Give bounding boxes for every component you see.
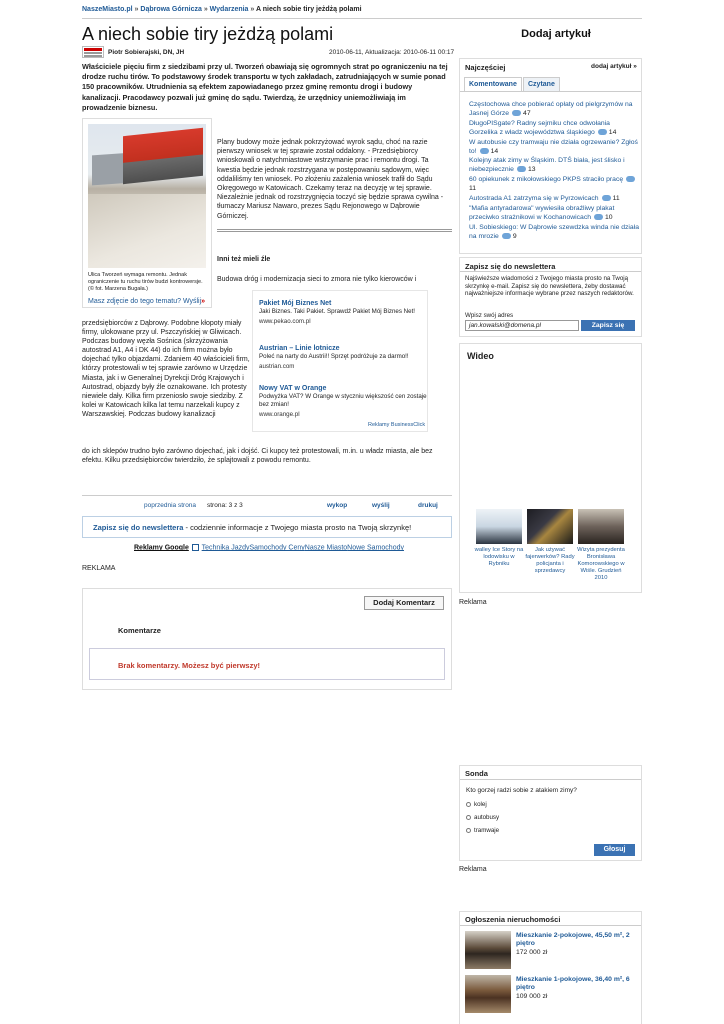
radio-icon[interactable] <box>466 802 471 807</box>
breadcrumb-separator: » <box>250 6 255 13</box>
ad-title[interactable]: Pakiet Mój Biznes Net <box>259 300 332 307</box>
popular-title: Najczęściej <box>465 63 506 72</box>
article-author: Piotr Sobierajski, DN, JH <box>108 49 185 56</box>
ad-item[interactable] <box>259 345 427 371</box>
prev-page-link[interactable]: poprzednia strona <box>144 502 197 509</box>
ad-text: Podwyżka VAT? W Orange w styczniu większość cen zostaje bez zmian! <box>259 393 427 408</box>
breadcrumb-current: A niech sobie tiry jeżdżą polami <box>256 6 362 13</box>
send-photo-link[interactable] <box>88 298 205 305</box>
listing-photo[interactable] <box>465 975 511 1013</box>
popular-item-link[interactable]: DługoPISgate? Radny sejmiku chce odwołania Gorzelika z władz województwa śląskiego <box>469 120 610 136</box>
divider <box>217 229 452 232</box>
poll-option-label: autobusy <box>474 814 500 821</box>
poll-question: Kto gorzej radzi sobie z atakiem zimy? <box>466 787 577 794</box>
ad-url[interactable]: www.orange.pl <box>259 411 300 418</box>
print-link[interactable]: drukuj <box>418 502 438 509</box>
comment-icon <box>517 166 526 172</box>
external-link-icon <box>192 544 199 551</box>
comment-count: 14 <box>608 128 617 136</box>
ad-title[interactable]: Nowy VAT w Orange <box>259 385 327 392</box>
comment-count: 11 <box>469 184 477 192</box>
ad-label: REKLAMA <box>82 565 116 572</box>
newsletter-desc: Najświeższe wiadomości z Twojego miasta prosto na Twoją skrzynkę e-mail. Zapisz się do newslettera, żeby dostawać najważniejsze informacje wybrane przez naszych redaktorów. <box>465 275 634 297</box>
video-caption[interactable]: walley Ice Story na lodowisku w Rybniku <box>474 547 524 567</box>
poll-option[interactable] <box>466 827 499 834</box>
ad-label: Reklama <box>459 599 487 606</box>
comment-count: 11 <box>612 195 620 202</box>
comment-count: 47 <box>523 109 531 117</box>
page-title: A niech sobie tiry jeżdżą polami <box>82 24 334 44</box>
popular-item-link[interactable]: W autobusie czy tramwaju nie działa ogrzewanie? Zgłoś to! <box>469 139 638 155</box>
google-ad-link[interactable]: Nowe Samochody <box>347 544 404 552</box>
breadcrumb <box>82 6 362 13</box>
comments-title: Komentarze <box>118 626 161 635</box>
breadcrumb-city[interactable]: Dąbrowa Górnicza <box>140 6 202 13</box>
radio-icon[interactable] <box>466 828 471 833</box>
article-paragraph: do ich sklepów trudno było zarówno dojechać, jak i dojść. Ci kupcy też protestowali, m.in. u władz miasta, ale bez efektu. Kilku przedsiębiorców twierdziło, że splajtowali z powodu remontu. <box>82 448 433 465</box>
popular-item[interactable] <box>469 101 639 118</box>
divider <box>82 18 642 19</box>
popular-item[interactable] <box>469 195 639 204</box>
ad-source-link[interactable]: Reklamy BusinessClick <box>368 422 426 428</box>
popular-item-link[interactable]: 60 opiekunek z mikołowskiego PKPS straciło pracę <box>469 176 624 183</box>
popular-item[interactable] <box>469 224 639 241</box>
source-logo <box>82 46 104 58</box>
comment-icon <box>598 129 607 135</box>
article-paragraph: Budowa dróg i modernizacja sieci to zmora nie tylko kierowców i <box>217 276 417 283</box>
article-photo[interactable] <box>88 124 206 268</box>
google-ad-link[interactable]: Technika Jazdy <box>201 544 250 552</box>
divider <box>460 779 641 780</box>
article-dates: 2010-06-11, Aktualizacja: 2010-06-11 00:17 <box>329 49 455 56</box>
radio-icon[interactable] <box>466 815 471 820</box>
add-article-button[interactable]: Dodaj artykuł <box>521 28 591 40</box>
listing-photo[interactable] <box>465 931 511 969</box>
popular-item-link[interactable]: Kolejny atak zimy w Śląskim. DTŚ biała, jest ślisko i niebezpiecznie <box>469 157 625 173</box>
newsletter-submit-button[interactable]: Zapisz się <box>581 320 635 331</box>
poll-option-label: kolej <box>474 801 487 808</box>
video-caption[interactable]: Wizyta prezydenta Bronisława Komorowskiego w Wiśle. Grudzień 2010 <box>577 547 625 581</box>
ad-label: Reklama <box>459 866 487 873</box>
vote-button[interactable]: Głosuj <box>594 844 635 856</box>
popular-item[interactable] <box>469 176 639 193</box>
comment-icon <box>502 233 511 239</box>
newsletter-signup-link[interactable]: Zapisz się do newslettera <box>93 523 184 532</box>
newsletter-banner-desc: - codziennie informacje z Twojego miasta prosto na Twoją skrzynkę! <box>183 523 412 532</box>
newsletter-banner-text <box>93 523 411 532</box>
send-link[interactable]: wyślij <box>372 502 390 509</box>
ad-text: Jaki Biznes. Taki Pakiet. Sprawdź Pakiet Mój Biznes Net! <box>259 308 416 315</box>
popular-item-link[interactable]: Autostrada A1 zatrzyma się w Pyrzowicach <box>469 195 599 202</box>
add-comment-button[interactable]: Dodaj Komentarz <box>364 596 444 610</box>
comment-icon <box>480 148 489 154</box>
comment-count: 10 <box>605 213 613 221</box>
google-ads-label[interactable]: Reklamy Google <box>134 544 189 552</box>
ad-text: Poleć na narty do Austrii!! Sprzęt podróżuje za darmo!! <box>259 353 409 360</box>
newsletter-title: Zapisz się do newslettera <box>465 262 556 271</box>
google-ads <box>134 544 404 551</box>
popular-item-link[interactable]: "Mafia antyradarowa" wywiesiła obraźliwy plakat przeciwko strażnikowi w Kochanowicach <box>469 205 615 221</box>
article-lead: Właściciele pięciu firm z siedzibami przy ul. Tworzeń obawiają się ogromnych strat po ograniczeniu na tej drodze ruchu tirów. To podstawowy środek transportu w tych zakładach, zatrudniających w sumie ponad 150 pracowników. Utrudnienia są efektem zapowiadanego przez gminę remontu drogi i budowy kanalizacji. Pracodawcy pozwali już gminę do sądu. Twierdzą, że urzędnicy uniemożliwiają im prowadzenie biznesu. <box>82 62 448 112</box>
comment-icon <box>602 195 611 201</box>
ad-title[interactable]: Austrian – Linie lotnicze <box>259 345 340 352</box>
poll-title: Sonda <box>465 769 488 778</box>
comment-icon <box>512 110 521 116</box>
popular-item[interactable] <box>469 120 639 137</box>
ad-item[interactable] <box>259 300 427 326</box>
video-title: Wideo <box>467 351 494 361</box>
page-indicator: strona: 3 z 3 <box>207 502 243 509</box>
google-ad-link[interactable]: Samochody Ceny <box>249 544 305 552</box>
arrow-icon: » <box>201 298 206 305</box>
comments-empty-text: Brak komentarzy. Możesz być pierwszy! <box>118 661 260 670</box>
email-field[interactable]: jan.kowalski@domena.pl <box>465 320 579 331</box>
divider <box>460 925 641 926</box>
tab-commented[interactable]: Komentowane <box>464 77 522 92</box>
video-caption[interactable]: Jak używać fajerwerków? Rady policjanta i sprzedawcy <box>525 547 575 574</box>
video-thumbnail[interactable] <box>476 509 522 544</box>
popular-item-link[interactable]: Częstochowa chce pobierać opłaty od pielgrzymów na Jasnej Górze <box>469 101 633 117</box>
ad-url[interactable]: www.pekao.com.pl <box>259 318 311 325</box>
google-ad-link[interactable]: Nasze Miasto <box>304 544 348 552</box>
popular-item-link[interactable]: Ul. Sobieskiego: W Dąbrowie szewdzka winda nie działa na mrozie <box>469 224 640 240</box>
wykop-link[interactable]: wykop <box>327 502 348 509</box>
breadcrumb-separator: » <box>203 6 208 13</box>
send-photo-text[interactable]: Masz zdjęcie do tego tematu? Wyślij <box>88 298 202 305</box>
ad-url[interactable]: austrian.com <box>259 363 295 370</box>
comment-icon <box>626 176 635 182</box>
tab-read[interactable]: Czytane <box>523 77 560 92</box>
breadcrumb-home[interactable]: NaszeMiasto.pl <box>82 6 133 13</box>
popular-item[interactable] <box>469 157 639 174</box>
add-article-link[interactable]: dodaj artykuł » <box>591 63 637 70</box>
comment-count: 13 <box>527 165 536 173</box>
real-estate-title: Ogłoszenia nieruchomości <box>465 915 561 924</box>
comment-count: 9 <box>512 232 517 240</box>
popular-item[interactable] <box>469 139 639 156</box>
article-paragraph: przedsiębiorców z Dąbrowy. Podobne kłopoty miały firmy, ulokowane przy ul. Pszczyńskiej w Gliwicach. Podczas budowy węzła Sośnica (skrzyżowania autostrad A1, A4 i DK 44) do ich firm można było dojechać tylko objazdami. Zdaniem 40 właścicieli firm, którzy protestowali w tej sprawie zarówno w Urzędzie Miasta, jak i w Generalnej Dyrekcji Dróg Krajowych i Autostrad, objazdy były źle oznakowane. Ich protesty niewiele dały. Kilka firm przeniosło swoje siedziby. Z kolei w Katowicach kilka lat temu narzekali kupcy z Warszawskiej. Podczas budowy kanalizacji <box>82 320 250 418</box>
email-label: Wpisz swój adres <box>465 312 514 319</box>
listing-title[interactable]: Mieszkanie 2-pokojowe, 45,50 m², 2 piętro <box>516 932 630 947</box>
comment-icon <box>594 214 603 220</box>
poll-option-label: tramwaje <box>474 827 500 834</box>
article-paragraph: Plany budowy może jednak pokrzyżować wyrok sądu, choć na razie pierwszy wniosek w tej sprawie został oddalony. - Przedsiębiorcy wnioskowali o natychmiastowe wstrzymanie prac i remontu drogi. Ta kwestia będzie jednak rozstrzygana w postępowaniu sądowym, więc oddaliliśmy ten wniosek. Po złożeniu zażalenia wniosek trafił do Sądu Okręgowego w Katowicach. Czekamy teraz na decyzję w tej sprawie. Niezależnie jednak od rozstrzygnięcia toczyć się będzie sprawa cywilna - tłumaczy Mariusz Nawaro, prezes Sądu Rejonowego w Dąbrowie Górniczej. <box>217 139 444 220</box>
listing-price: 172 000 zł <box>516 949 548 956</box>
breadcrumb-separator: » <box>134 6 139 13</box>
photo-caption: Ulica Tworzeń wymaga remontu. Jednak ograniczenie tu ruchu tirów budzi kontrowersje. (© fot. Marzena Bugała.) <box>88 272 203 292</box>
section-heading: Inni też mieli źle <box>217 256 271 263</box>
comment-count: 14 <box>490 147 499 155</box>
divider <box>82 495 452 496</box>
divider <box>460 271 641 272</box>
listing-title[interactable]: Mieszkanie 1-pokojowe, 36,40 m², 6 piętro <box>516 976 630 991</box>
poll-option[interactable] <box>466 801 487 808</box>
listing-price: 109 000 zł <box>516 993 548 1000</box>
popular-item[interactable] <box>469 205 639 222</box>
breadcrumb-section[interactable]: Wydarzenia <box>209 6 249 13</box>
video-thumbnail[interactable] <box>578 509 624 544</box>
video-thumbnail[interactable] <box>527 509 573 544</box>
ad-item[interactable] <box>259 385 427 419</box>
poll-option[interactable] <box>466 814 499 821</box>
